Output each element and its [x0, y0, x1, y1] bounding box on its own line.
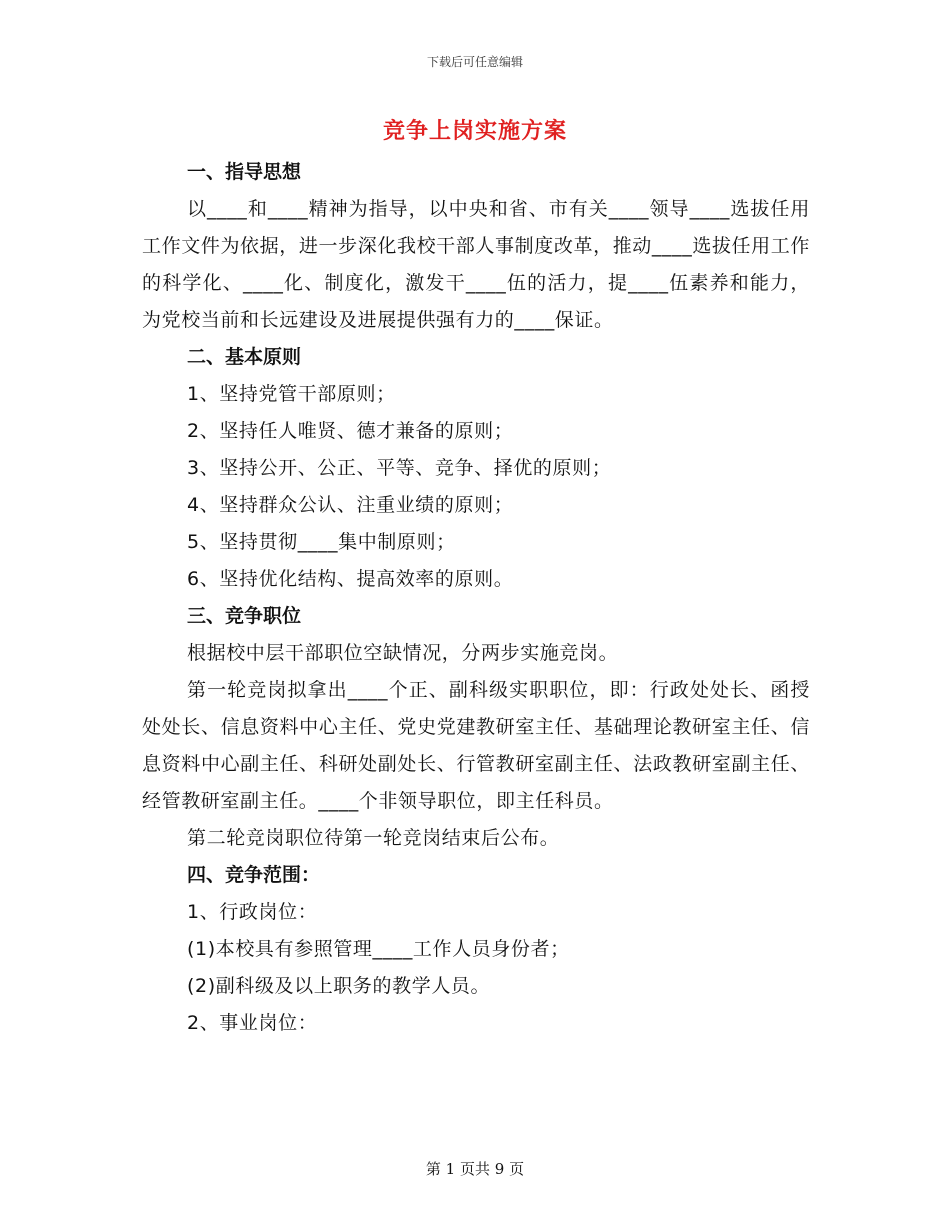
section-heading-4: 四、竞争范围： [187, 864, 321, 886]
document-body [142, 154, 810, 1042]
principle-item: 5、坚持贯彻____集中制原则； [187, 531, 456, 553]
paragraph-guiding-ideology: 以____和____精神为指导，以中央和省、市有关____领导____选拔任用工作文件为依据，进一步深化我校干部人事制度改革，推动____选拔任用工作的科学化、____化、制度化，激发干____伍的活力，提____伍素养和能力，为党校当前和长远建设及进展提供强有力的____保证。 [142, 198, 810, 331]
scope-item: 2、事业岗位： [187, 1012, 318, 1034]
principle-item: 3、坚持公开、公正、平等、竞争、择优的原则； [187, 457, 612, 479]
section-heading-2: 二、基本原则 [187, 346, 302, 368]
section-heading-3: 三、竞争职位 [187, 605, 302, 627]
scope-item: (1)本校具有参照管理____工作人员身份者； [187, 938, 570, 960]
principle-item: 1、坚持党管干部原则； [187, 383, 396, 405]
paragraph-first-round: 第一轮竞岗拟拿出____个正、副科级实职职位，即：行政处处长、函授处处长、信息资料中心主任、党史党建教研室主任、基础理论教研室主任、信息资料中心副主任、科研处副处长、行管教研室副主任、法政教研室副主任、经管教研室副主任。____个非领导职位，即主任科员。 [142, 679, 810, 812]
principle-item: 2、坚持任人唯贤、德才兼备的原则； [187, 420, 514, 442]
paragraph-second-round: 第二轮竞岗职位待第一轮竞岗结束后公布。 [187, 827, 560, 849]
page-header-note: 下载后可任意编辑 [426, 55, 523, 69]
principle-item: 4、坚持群众公认、注重业绩的原则； [187, 494, 514, 516]
page-number: 第 1 页共 9 页 [425, 1160, 525, 1178]
scope-item: (2)副科级及以上职务的教学人员。 [187, 975, 491, 997]
principle-item: 6、坚持优化结构、提高效率的原则。 [187, 568, 514, 590]
scope-item: 1、行政岗位： [187, 901, 318, 923]
paragraph-positions-intro: 根据校中层干部职位空缺情况，分两步实施竞岗。 [187, 642, 619, 664]
section-heading-1: 一、指导思想 [187, 161, 302, 183]
document-title: 竞争上岗实施方案 [382, 119, 567, 144]
